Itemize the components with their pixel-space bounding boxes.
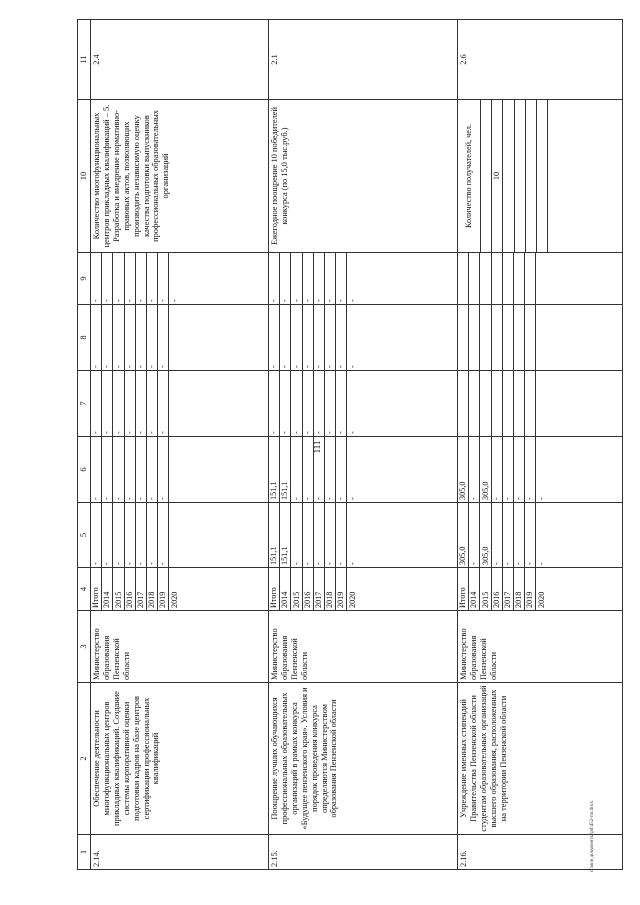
cell-value: -: [280, 371, 291, 436]
cell-value: [525, 371, 536, 436]
cell-value: 305,0: [458, 437, 469, 502]
cell-value: -: [313, 437, 324, 502]
cell-value: -: [102, 437, 113, 502]
col8-values: [458, 305, 623, 371]
cell-value: -: [135, 437, 146, 502]
table-row: [91, 20, 269, 870]
row-number: 2.15.: [269, 835, 458, 870]
indicator-value: 10: [492, 100, 503, 252]
cell-value: 151,1: [280, 503, 291, 567]
indicator: Количество многофункциональных центров прикладных квалификаций – 5. Разработка и внедрение нормативно-правовых актов, позволяющих производить независимую оценку качества подготовки выпускников профессиональных образовательных организаций: [91, 100, 269, 253]
cell-value: -: [146, 437, 157, 502]
col9-values: [269, 253, 458, 305]
cell-value: -: [525, 503, 536, 567]
cell-value: -: [313, 305, 324, 370]
cell-value: 2017: [313, 568, 324, 610]
cell-value: 151,1: [280, 437, 291, 502]
measure-name: Поощрение лучших обучающихся профессиональных образовательных организаций в рамках конкурса «Будущее пензенского края». Условия и порядок проведения конкурса определяются Министерством образования Пензенской области: [269, 683, 458, 835]
cell-value: 2015: [480, 568, 491, 610]
cell-value: -: [291, 371, 302, 436]
col7-values: [458, 371, 623, 437]
col9-values: [458, 253, 623, 305]
col-header-7: 7: [78, 371, 91, 437]
col8-values: [269, 305, 458, 371]
cell-value: -: [302, 305, 313, 370]
cell-value: -: [336, 503, 347, 567]
cell-value: [458, 253, 469, 304]
cell-value: 2014: [280, 568, 291, 610]
cell-value: [536, 371, 547, 436]
cell-value: -: [491, 503, 502, 567]
cell-value: -: [336, 437, 347, 502]
cell-value: [458, 305, 469, 370]
cell-value: [469, 253, 480, 304]
cell-value: -: [336, 305, 347, 370]
col-header-2: 2: [78, 683, 91, 835]
cell-value: -: [158, 305, 169, 370]
cell-value: -: [91, 371, 102, 436]
cell-value: -: [113, 437, 124, 502]
years-list: [91, 568, 269, 611]
cell-value: 151,1: [269, 503, 280, 567]
header-row: [78, 20, 91, 870]
cell-value: -: [124, 305, 135, 370]
cell-value: [169, 437, 180, 502]
indicator-value: [503, 100, 514, 252]
col-header-9: 9: [78, 253, 91, 305]
cell-value: [480, 371, 491, 436]
indicator-head: Количество получателей, чел.: [458, 100, 481, 252]
cell-value: -: [158, 371, 169, 436]
cell-value: -: [102, 305, 113, 370]
col5-values: [458, 503, 623, 568]
cell-value: [502, 371, 513, 436]
cell-value: [502, 305, 513, 370]
cell-value: 2020: [536, 591, 546, 608]
col-header-8: 8: [78, 305, 91, 371]
cell-value: 2018: [513, 568, 524, 610]
cell-value: [480, 253, 491, 304]
cell-value: -: [302, 253, 313, 304]
col6-values: [269, 437, 458, 503]
cell-value: -: [146, 371, 157, 436]
cell-value: -: [491, 437, 502, 502]
rotated-table-container: [77, 20, 617, 870]
cell-value: 2017: [135, 568, 146, 610]
cell-value: -: [502, 503, 513, 567]
col-header-5: 5: [78, 503, 91, 568]
cell-value: -: [324, 305, 335, 370]
col5-values: [269, 503, 458, 568]
cell-value: -: [135, 371, 146, 436]
cell-value: -: [336, 253, 347, 304]
cell-value: 305,0: [480, 437, 491, 502]
cell-value: -: [135, 305, 146, 370]
reference-number: 2.6: [458, 20, 623, 100]
cell-value: -: [536, 562, 546, 565]
col-header-6: 6: [78, 437, 91, 503]
col6-values: [458, 437, 623, 503]
cell-value: [536, 253, 547, 304]
cell-value: -: [124, 503, 135, 567]
cell-value: 2015: [113, 568, 124, 610]
cell-value: -: [102, 371, 113, 436]
cell-value: -: [347, 562, 357, 565]
cell-value: -: [269, 371, 280, 436]
cell-value: -: [525, 437, 536, 502]
cell-value: Итого: [269, 568, 280, 610]
cell-value: Итого: [458, 568, 469, 610]
cell-value: -: [324, 503, 335, 567]
cell-value: -: [135, 253, 146, 304]
col8-values: [91, 305, 269, 371]
cell-value: [513, 253, 524, 304]
cell-value: -: [146, 503, 157, 567]
cell-value: 305,0: [458, 503, 469, 567]
indicator-value: [536, 100, 547, 252]
cell-value: -: [124, 437, 135, 502]
cell-value: -: [291, 503, 302, 567]
cell-value: -: [347, 365, 357, 368]
cell-value: -: [336, 371, 347, 436]
cell-value: [480, 305, 491, 370]
footer-file-path: c:\мои документы\pd\452-пп.docx: [590, 800, 595, 872]
executor: Министерство образования Пензенской области: [91, 611, 269, 683]
years-list: [458, 568, 623, 611]
cell-value: -: [91, 503, 102, 567]
indicator: Ежегодное поощрение 10 победителей конкурса (по 15,0 тыс.руб.): [269, 100, 458, 253]
cell-value: [513, 305, 524, 370]
cell-value: -: [502, 437, 513, 502]
cell-value: -: [113, 253, 124, 304]
col-header-4: 4: [78, 568, 91, 611]
cell-value: 2018: [146, 568, 157, 610]
cell-value: 305,0: [480, 503, 491, 567]
cell-value: -: [347, 299, 357, 302]
cell-value: -: [91, 437, 102, 502]
executor: Министерство образования Пензенской области: [458, 611, 623, 683]
cell-value: -: [158, 253, 169, 304]
cell-value: -: [291, 253, 302, 304]
cell-value: -: [324, 253, 335, 304]
cell-value: [469, 371, 480, 436]
cell-value: -: [124, 371, 135, 436]
cell-value: -: [302, 437, 313, 502]
cell-value: -: [158, 437, 169, 502]
cell-value: -: [158, 503, 169, 567]
cell-value: -: [347, 497, 357, 500]
cell-value: -: [302, 503, 313, 567]
cell-value: [525, 305, 536, 370]
cell-value: -: [291, 305, 302, 370]
col-header-1: 1: [78, 835, 91, 870]
cell-value: [502, 253, 513, 304]
cell-value: -: [347, 431, 357, 434]
cell-value: -: [280, 253, 291, 304]
cell-value: -: [113, 503, 124, 567]
col-header-11: 11: [78, 20, 91, 100]
indicator-value: [481, 100, 492, 252]
cell-value: [469, 305, 480, 370]
cell-value: -: [146, 253, 157, 304]
cell-value: -: [302, 371, 313, 436]
cell-value: Итого: [91, 568, 102, 610]
row-number: 2.14.: [91, 835, 269, 870]
cell-value: 2020: [169, 591, 179, 608]
col6-values: [91, 437, 269, 503]
row-number: 2.16.: [458, 835, 623, 870]
cell-value: [536, 305, 547, 370]
cell-value: 2015: [291, 568, 302, 610]
cell-value: -: [169, 299, 179, 302]
cell-value: [491, 253, 502, 304]
cell-value: -: [513, 437, 524, 502]
indicator-value: [514, 100, 525, 252]
cell-value: [491, 305, 502, 370]
measure-name: Обеспечение деятельности многофункциональных центров прикладных квалификаций. Создание системы корпоративной оценки подготовки кадров на базе центров сертификации профессиональных квалификаций: [91, 683, 269, 835]
table-row: [458, 20, 623, 870]
cell-value: -: [469, 503, 480, 567]
cell-value: [513, 371, 524, 436]
cell-value: -: [146, 305, 157, 370]
reference-number: 2.1: [269, 20, 458, 100]
cell-value: [458, 371, 469, 436]
col9-values: [91, 253, 269, 305]
cell-value: 151,1: [269, 437, 280, 502]
cell-value: 2019: [158, 568, 169, 610]
reference-number: 2.4: [91, 20, 269, 100]
executor: Министерство образования Пензенской области: [269, 611, 458, 683]
cell-value: -: [91, 253, 102, 304]
cell-value: -: [313, 371, 324, 436]
col5-values: [91, 503, 269, 568]
years-list: [269, 568, 458, 611]
cell-value: -: [313, 503, 324, 567]
cell-value: -: [102, 503, 113, 567]
cell-value: -: [91, 305, 102, 370]
col-header-10: 10: [78, 100, 91, 253]
cell-value: [169, 503, 180, 567]
col7-values: [269, 371, 458, 437]
cell-value: 2014: [102, 568, 113, 610]
cell-value: 2017: [502, 568, 513, 610]
cell-value: -: [324, 437, 335, 502]
cell-value: -: [313, 253, 324, 304]
cell-value: -: [135, 503, 146, 567]
cell-value: 2014: [469, 568, 480, 610]
cell-value: -: [469, 437, 480, 502]
cell-value: [169, 371, 180, 436]
cell-value: 2016: [491, 568, 502, 610]
indicator-value: [525, 100, 536, 252]
page-number: 111: [312, 440, 322, 454]
cell-value: 2016: [302, 568, 313, 610]
cell-value: 2019: [336, 568, 347, 610]
cell-value: -: [102, 253, 113, 304]
cell-value: -: [124, 253, 135, 304]
cell-value: -: [113, 371, 124, 436]
indicator: [458, 100, 623, 253]
cell-value: [491, 371, 502, 436]
cell-value: 2020: [347, 591, 357, 608]
cell-value: -: [280, 305, 291, 370]
indicator-value: [548, 100, 559, 252]
cell-value: [525, 253, 536, 304]
table-row: [269, 20, 458, 870]
cell-value: 2016: [124, 568, 135, 610]
program-table: [77, 19, 623, 870]
cell-value: -: [291, 437, 302, 502]
table-body: [91, 20, 623, 870]
cell-value: 2019: [525, 568, 536, 610]
cell-value: -: [513, 503, 524, 567]
cell-value: 2018: [324, 568, 335, 610]
cell-value: -: [269, 305, 280, 370]
cell-value: -: [269, 253, 280, 304]
cell-value: -: [324, 371, 335, 436]
cell-value: -: [536, 497, 546, 500]
col7-values: [91, 371, 269, 437]
measure-name: Учреждение именных стипендий Правительства Пензенской области студентам образовательных организаций высшего образования, расположенных на территории Пензенской области: [458, 683, 623, 835]
col-header-3: 3: [78, 611, 91, 683]
cell-value: -: [113, 305, 124, 370]
cell-value: [169, 305, 180, 370]
